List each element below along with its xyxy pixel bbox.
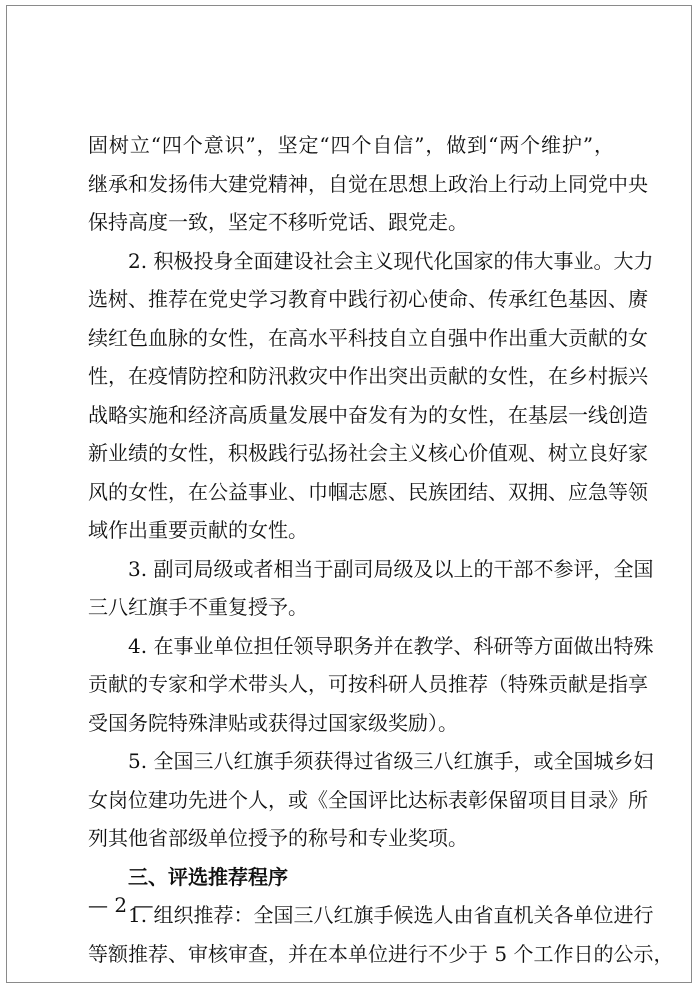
text-line: 贡献的专家和学术带头人，可按科研人员推荐（特殊贡献是指享 — [88, 672, 648, 696]
text-line: 女岗位建功先进个人，或《全国评比达标表彰保留项目目录》所 — [88, 787, 648, 812]
text-line: 受国务院特殊津贴或获得过国家级奖励）。 — [88, 710, 458, 735]
document-body — [88, 126, 674, 973]
text-line: 性，在疫情防控和防汛救灾中作出突出贡献的女性，在乡村振兴 — [88, 364, 648, 388]
text-line: 三八红旗手不重复授予。 — [88, 595, 308, 619]
text-line: 保持高度一致，坚定不移听党话、跟党走。 — [88, 210, 468, 234]
section-heading: 三、评选推荐程序 — [128, 864, 288, 889]
page-number: — 2 — — [88, 893, 154, 917]
text-line: 风的女性，在公益事业、巾帼志愿、民族团结、双拥、应急等领 — [88, 479, 648, 504]
text-line: 继承和发扬伟大建党精神，自觉在思想上政治上行动上同党中央 — [88, 171, 648, 196]
paragraph-item-4: 4. 在事业单位担任领导职务并在教学、科研等方面做出特殊 — [128, 633, 654, 658]
paragraph-item-3: 3. 副司局级或者相当于副司局级及以上的干部不参评，全国 — [128, 556, 654, 581]
text-line: 等额推荐、审核审查，并在本单位进行不少于 5 个工作日的公示， — [88, 941, 674, 966]
text-line: 固树立“四个意识”，坚定“四个自信”，做到“两个维护”， — [88, 133, 614, 157]
text-line: 战略实施和经济高质量发展中奋发有为的女性，在基层一线创造 — [88, 402, 648, 427]
paragraph-item-5: 5. 全国三八红旗手须获得过省级三八红旗手，或全国城乡妇 — [128, 749, 654, 773]
paragraph-item-2: 2. 积极投身全面建设社会主义现代化国家的伟大事业。大力 — [128, 248, 654, 273]
paragraph-item-1: 1. 组织推荐：全国三八红旗手候选人由省直机关各单位进行 — [128, 903, 654, 927]
text-line: 域作出重要贡献的女性。 — [88, 518, 308, 542]
text-line: 新业绩的女性，积极践行弘扬社会主义核心价值观、树立良好家 — [88, 441, 648, 465]
text-line: 续红色血脉的女性，在高水平科技自立自强中作出重大贡献的女 — [88, 325, 648, 350]
text-line: 选树、推荐在党史学习教育中践行初心使命、传承红色基因、赓 — [88, 287, 648, 311]
text-line: 列其他省部级单位授予的称号和专业奖项。 — [88, 826, 468, 850]
